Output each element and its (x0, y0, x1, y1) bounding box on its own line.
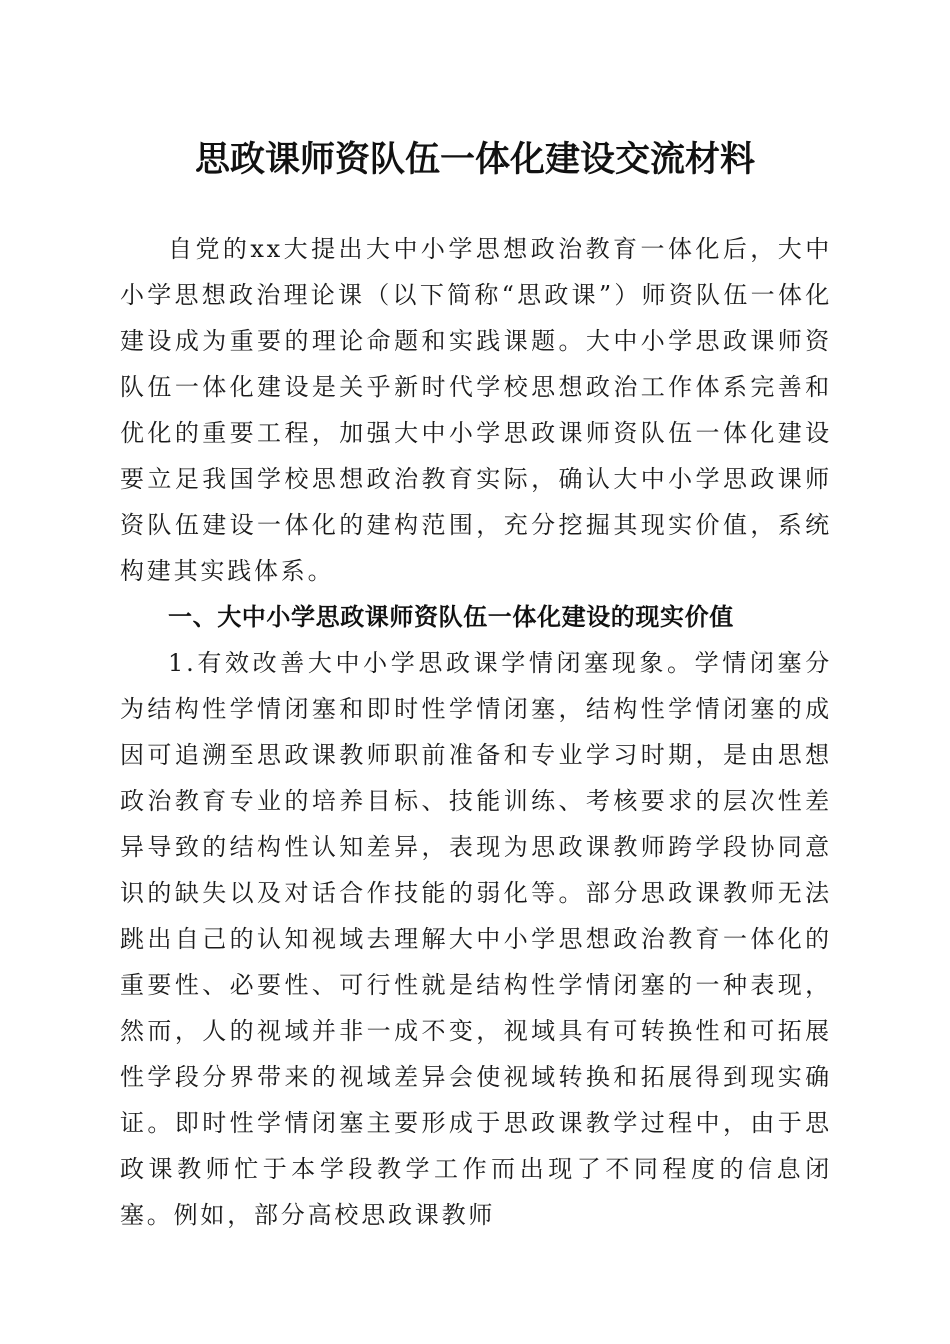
section-heading-1: 一、大中小学思政课师资队伍一体化建设的现实价值 (168, 603, 734, 631)
intro-paragraph: 自党的xx大提出大中小学思想政治教育一体化后，大中小学思想政治理论课（以下简称“思政课”）师资队伍一体化建设成为重要的理论命题和实践课题。大中小学思政课师资队伍一体化建设是关乎新时代学校思想政治工作体系完善和优化的重要工程，加强大中小学思政课师资队伍一体化建设要立足我国学校思想政治教育实际，确认大中小学思政课师资队伍建设一体化的建构范围，充分挖掘其现实价值，系统构建其实践体系。 (120, 235, 832, 585)
document-title: 思政课师资队伍一体化建设交流材料 (194, 139, 755, 180)
section-1-paragraph-1: 1.有效改善大中小学思政课学情闭塞现象。学情闭塞分为结构性学情闭塞和即时性学情闭塞，结构性学情闭塞的成因可追溯至思政课教师职前准备和专业学习时期，是由思想政治教育专业的培养目标、技能训练、考核要求的层次性差异导致的结构性认知差异，表现为思政课教师跨学段协同意识的缺失以及对话合作技能的弱化等。部分思政课教师无法跳出自己的认知视域去理解大中小学思想政治教育一体化的重要性、必要性、可行性就是结构性学情闭塞的一种表现，然而，人的视域并非一成不变，视域具有可转换性和可拓展性学段分界带来的视域差异会使视域转换和拓展得到现实确证。即时性学情闭塞主要形成于思政课教学过程中，由于思政课教师忙于本学段教学工作而出现了不同程度的信息闭塞。例如，部分高校思政课教师 (120, 649, 832, 1229)
document-body (120, 226, 832, 1238)
